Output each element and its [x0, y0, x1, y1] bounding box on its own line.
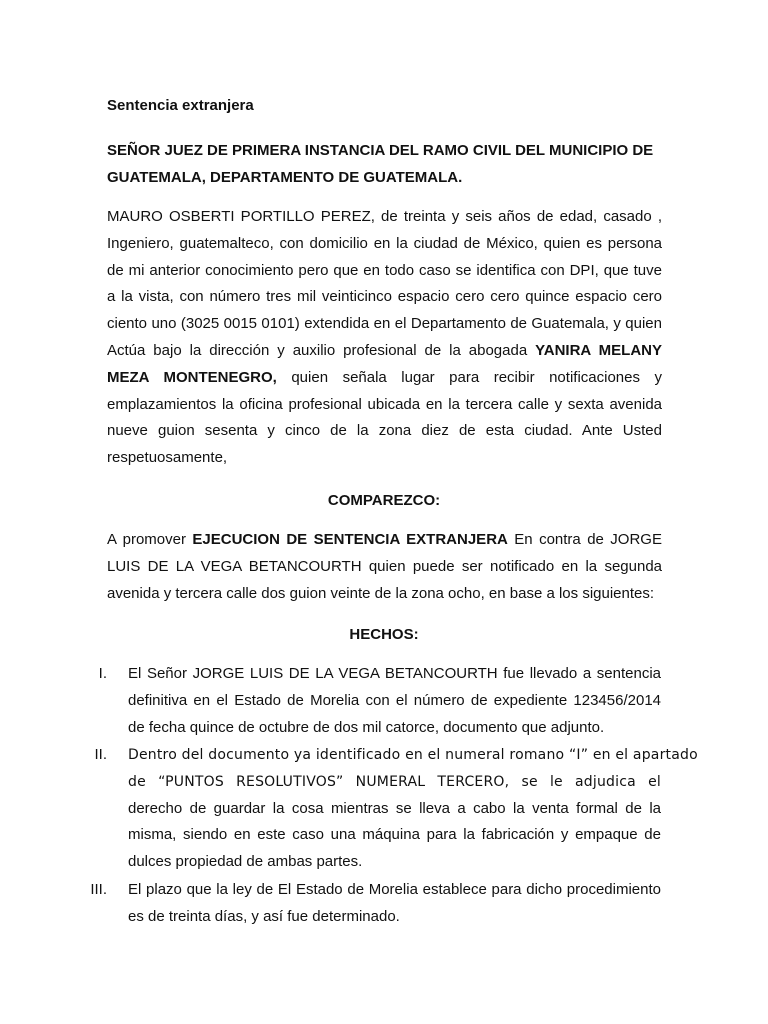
addressee-block: [107, 137, 662, 191]
hecho-line: El Señor JORGE LUIS DE LA VEGA BETANCOURTH fue llevado a sentencia: [128, 665, 661, 682]
hecho-line: dulces propiedad de ambas partes.: [128, 853, 363, 871]
line-text: En contra de JORGE: [514, 531, 662, 548]
addressee-line: SEÑOR JUEZ DE PRIMERA INSTANCIA DEL RAMO CIVIL DEL MUNICIPIO DE: [107, 142, 654, 159]
paragraph-line: ciento uno (3025 0015 0101) extendida en el Departamento de Guatemala, y quien: [107, 315, 662, 333]
comparezco-heading: COMPAREZCO:: [327, 492, 441, 509]
paragraph-line: de mi anterior conocimiento pero que en todo caso se identifica con DPI, que tuve: [107, 261, 662, 279]
hecho-line: definitiva en el Estado de Morelia con el número de expediente 123456/2014: [128, 691, 661, 709]
hecho-line: es de treinta días, y así fue determinado.: [128, 907, 400, 925]
hecho-number: III.: [90, 881, 107, 898]
paragraph-line: a la vista, con número tres mil veinticinco espacio cero cero quince espacio cero: [107, 288, 662, 306]
paragraph-line: respetuosamente,: [107, 449, 228, 467]
attorney-name: YANIRA MELANY: [535, 341, 662, 359]
paragraph-line: MAURO OSBERTI PORTILLO PEREZ, de treinta y seis años de edad, casado ,: [107, 208, 662, 225]
addressee-line: GUATEMALA, DEPARTAMENTO DE GUATEMALA.: [107, 169, 463, 186]
line-text: Actúa bajo la dirección y auxilio profesional de la abogada: [107, 341, 528, 359]
comparezco-paragraph: [107, 527, 662, 607]
hecho-line: misma, siendo en este caso una máquina para la fabricación y empaque de: [128, 826, 661, 844]
action-title: EJECUCION DE SENTENCIA EXTRANJERA: [192, 531, 508, 548]
hecho-body: [128, 877, 661, 931]
hecho-line: de fecha quince de octubre de dos mil catorce, documento que adjunto.: [128, 718, 605, 736]
paragraph-line: emplazamientos la oficina profesional ubicada en la tercera calle y sexta avenida: [107, 395, 662, 413]
line-text: A promover: [107, 531, 186, 548]
hecho-line: de “PUNTOS RESOLUTIVOS” NUMERAL TERCERO, se le adjudica el: [128, 773, 661, 790]
paragraph-line: nueve guion sesenta y cinco de la zona diez de esta ciudad. Ante Usted: [107, 422, 662, 440]
paragraph-line: LUIS DE LA VEGA BETANCOURTH quien puede ser notificado en la segunda: [107, 557, 662, 575]
paragraph-line: avenida y tercera calle dos guion veinte de la zona ocho, en base a los siguientes:: [107, 584, 655, 602]
hecho-number: II.: [94, 746, 107, 763]
hechos-heading: HECHOS:: [349, 626, 419, 643]
hecho-body: [128, 742, 698, 876]
paragraph-line: [107, 365, 662, 392]
hecho-line: El plazo que la ley de El Estado de Morelia establece para dicho procedimiento: [128, 881, 661, 898]
hecho-body: [128, 661, 661, 741]
paragraph-line: Ingeniero, guatemalteco, con domicilio en la ciudad de México, quien es persona: [107, 234, 662, 252]
paragraph-line: [107, 338, 662, 365]
paragraph-line: [107, 527, 662, 554]
hecho-line: derecho de guardar la cosa mientras se lleva a cabo la venta formal de la: [128, 799, 661, 817]
intro-paragraph: [107, 204, 662, 472]
document-title: Sentencia extranjera: [107, 97, 254, 114]
hecho-line: Dentro del documento ya identificado en el numeral romano “I” en el apartado: [128, 747, 698, 763]
line-text: quien señala lugar para recibir notificaciones y: [291, 368, 662, 386]
hecho-number: I.: [98, 665, 107, 682]
attorney-surname: MEZA MONTENEGRO,: [107, 368, 277, 386]
